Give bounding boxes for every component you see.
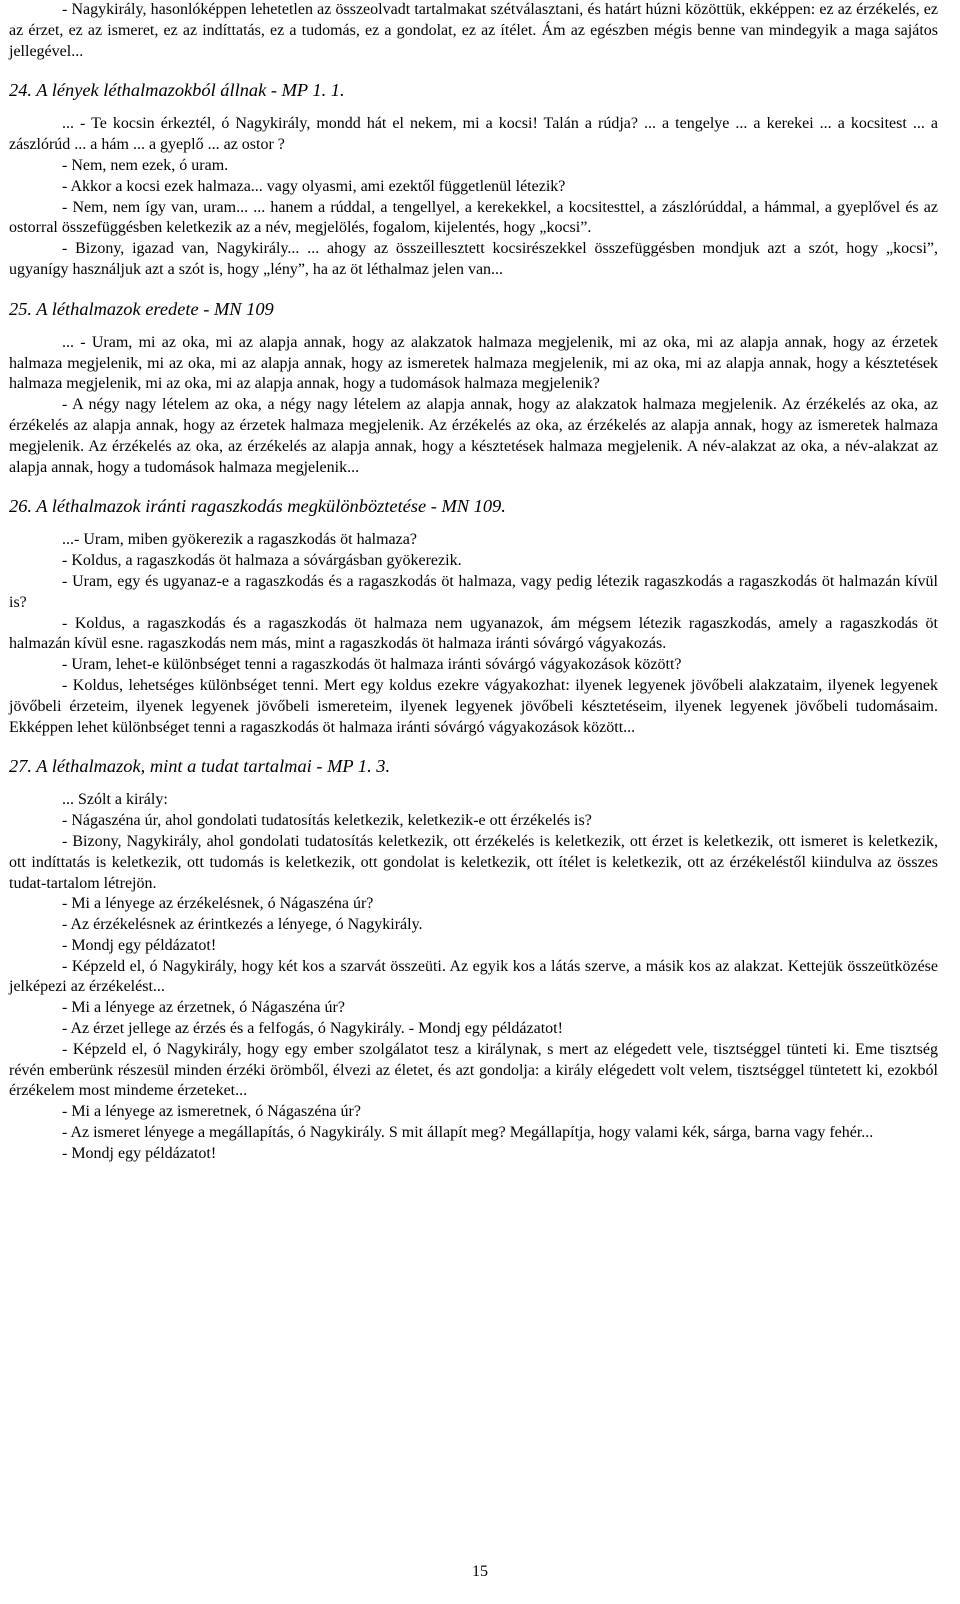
paragraph: - Nágaszéna úr, ahol gondolati tudatosítás keletkezik, keletkezik-e ott érzékelés is? [62, 812, 592, 830]
paragraph: - Nem, nem ezek, ó uram. [62, 156, 229, 174]
page-content [9, 0, 938, 1165]
paragraph: - Uram, egy és ugyanaz-e a ragaszkodás és a ragaszkodás öt halmaza, vagy pedig létezik ragaszkodás a ragaszkodás öt halmazán kívül is? [9, 572, 938, 611]
paragraph: ...- Uram, miben gyökerezik a ragaszkodás öt halmaza? [62, 531, 417, 549]
page-number: 15 [472, 1563, 488, 1580]
paragraph: - A négy nagy lételem az oka, a négy nagy lételem az alapja annak, hogy az alakzatok halmaza megjelenik. Az érzékelés az oka, az érzékelés az alapja annak, hogy az érzetek halmaza megjelenik. Az érzékelés az oka, az érzékelés az alapja annak, hogy az ismeretek halmaza megjelenik. Az érzékelés az oka, az érzékelés az alapja annak, hogy a késztetések halmaza megjelenik. A név-alakzat az oka, a név-alakzat az alapja annak, hogy a tudomások halmaza megjelenik... [9, 396, 938, 476]
paragraph: - Nem, nem így van, uram... ... hanem a rúddal, a tengellyel, a kerekekkel, a kocsitesttel, a zászlórúddal, a hámmal, a gyeplővel és az ostorral összefüggésben keletkezik az a név, megjelölés, fogalom, kijelentés, hogy „kocsi”. [9, 198, 938, 237]
paragraph: - Az érzet jellege az érzés és a felfogás, ó Nagykirály. - Mondj egy példázatot! [62, 1020, 563, 1038]
paragraph: ... Szólt a király: [62, 791, 168, 809]
section-heading-25: 25. A léthalmazok eredete - MN 109 [9, 298, 274, 319]
paragraph: - Az ismeret lényege a megállapítás, ó Nagykirály. S mit állapít meg? Megállapítja, hogy valami kék, sárga, barna vagy fehér... [62, 1124, 874, 1142]
paragraph: - Mi a lényege az érzékelésnek, ó Nágaszéna úr? [62, 895, 374, 913]
paragraph: - Koldus, a ragaszkodás és a ragaszkodás öt halmaza nem ugyanazok, ám mégsem létezik ragaszkodás, amely a ragaszkodás öt halmazán kívül esne. ragaszkodás nem más, mint a ragaszkodás öt halmaza iránti sóvárgó vágyakozás. [9, 614, 938, 653]
section-heading-24: 24. A lények léthalmazokból állnak - MP 1. 1. [9, 80, 345, 101]
paragraph: - Mondj egy példázatot! [62, 1144, 217, 1162]
section-heading-27: 27. A léthalmazok, mint a tudat tartalmai - MP 1. 3. [9, 756, 391, 777]
paragraph: - Uram, lehet-e különbséget tenni a ragaszkodás öt halmaza iránti sóvárgó vágyakozások között? [62, 656, 682, 674]
paragraph: - Akkor a kocsi ezek halmaza... vagy olyasmi, ami ezektől függetlenül létezik? [62, 177, 566, 195]
paragraph: - Bizony, Nagykirály, ahol gondolati tudatosítás keletkezik, ott érzékelés is keletkezik, ott érzet is keletkezik, ott ismeret is keletkezik, ott indíttatás is keletkezik, ott tudomás is keletkezik, ott gondolat is keletkezik, ott ítélet is keletkezik, ott az érzékeléstől kiindulva az összes tudat-tartalom létrejön. [9, 832, 938, 892]
paragraph: - Képzeld el, ó Nagykirály, hogy egy ember szolgálatot tesz a királynak, s mert az elégedett vele, tisztséggel tünteti ki. Eme tisztség révén emberünk részesül minden érzéki örömből, élvezi az életet, és azt gondolja: a király elégedett volt velem, tisztséggel tüntetett ki, ezokból érzékelem most mindeme érzeteket... [9, 1040, 938, 1100]
section-heading-26: 26. A léthalmazok iránti ragaszkodás megkülönböztetése - MN 109. [9, 496, 506, 517]
paragraph: - Koldus, a ragaszkodás öt halmaza a sóvárgásban gyökerezik. [62, 552, 462, 570]
paragraph: ... - Uram, mi az oka, mi az alapja annak, hogy az alakzatok halmaza megjelenik, mi az oka, mi az alapja annak, hogy az érzetek halmaza megjelenik, mi az oka, mi az alapja annak, hogy az ismeretek halmaza megjelenik, mi az oka, mi az alapja annak, hogy a késztetések halmaza megjelenik, mi az oka, mi az alapja annak, hogy a tudomások halmaza megjelenik? [9, 333, 938, 393]
paragraph: ... - Te kocsin érkeztél, ó Nagykirály, mondd hát el nekem, mi a kocsi! Talán a rúdja? ... a tengelye ... a kerekei ... a kocsitest ... a zászlórúd ... a hám ... a gyeplő ... az ostor ? [9, 115, 938, 154]
paragraph: - Mi a lényege az ismeretnek, ó Nágaszéna úr? [62, 1103, 361, 1121]
paragraph: - Mi a lényege az érzetnek, ó Nágaszéna úr? [62, 999, 345, 1017]
paragraph: - Mondj egy példázatot! [62, 936, 217, 954]
paragraph: - Az érzékelésnek az érintkezés a lényege, ó Nagykirály. [62, 916, 423, 934]
paragraph: - Képzeld el, ó Nagykirály, hogy két kos a szarvát összeüti. Az egyik kos a látás szerve, a másik kos az alakzat. Kettejük összeütközése jelképezi az érzékelést... [9, 957, 938, 996]
paragraph: - Nagykirály, hasonlóképpen lehetetlen az összeolvadt tartalmakat szétválasztani, és határt húzni közöttük, ekképpen: ez az érzékelés, ez az érzet, ez az ismeret, ez az indíttatás, ez a tudomás, ez a gondolat, ez az ítélet. Ám az egészben mégis benne van mindegyik a maga sajátos jellegével... [9, 1, 938, 60]
paragraph: - Koldus, lehetséges különbséget tenni. Mert egy koldus ezekre vágyakozhat: ilyenek legyenek jövőbeli alakzataim, ilyenek legyenek jövőbeli érzeteim, ilyenek legyenek jövőbeli ismereteim, ilyenek legyenek jövőbeli késztetéseim, ilyenek legyenek jövőbeli tudomásaim. Ekképpen lehet különbséget tenni a ragaszkodás öt halmaza iránti sóvárgó vágyakozások között... [9, 676, 938, 736]
paragraph: - Bizony, igazad van, Nagykirály... ... ahogy az összeillesztett kocsirészekkel összefüggésben mondjuk azt a szót, hogy „kocsi”, ugyanígy használjuk azt a szót is, hogy „lény”, ha az öt léthalmaz jelen van... [9, 240, 938, 278]
